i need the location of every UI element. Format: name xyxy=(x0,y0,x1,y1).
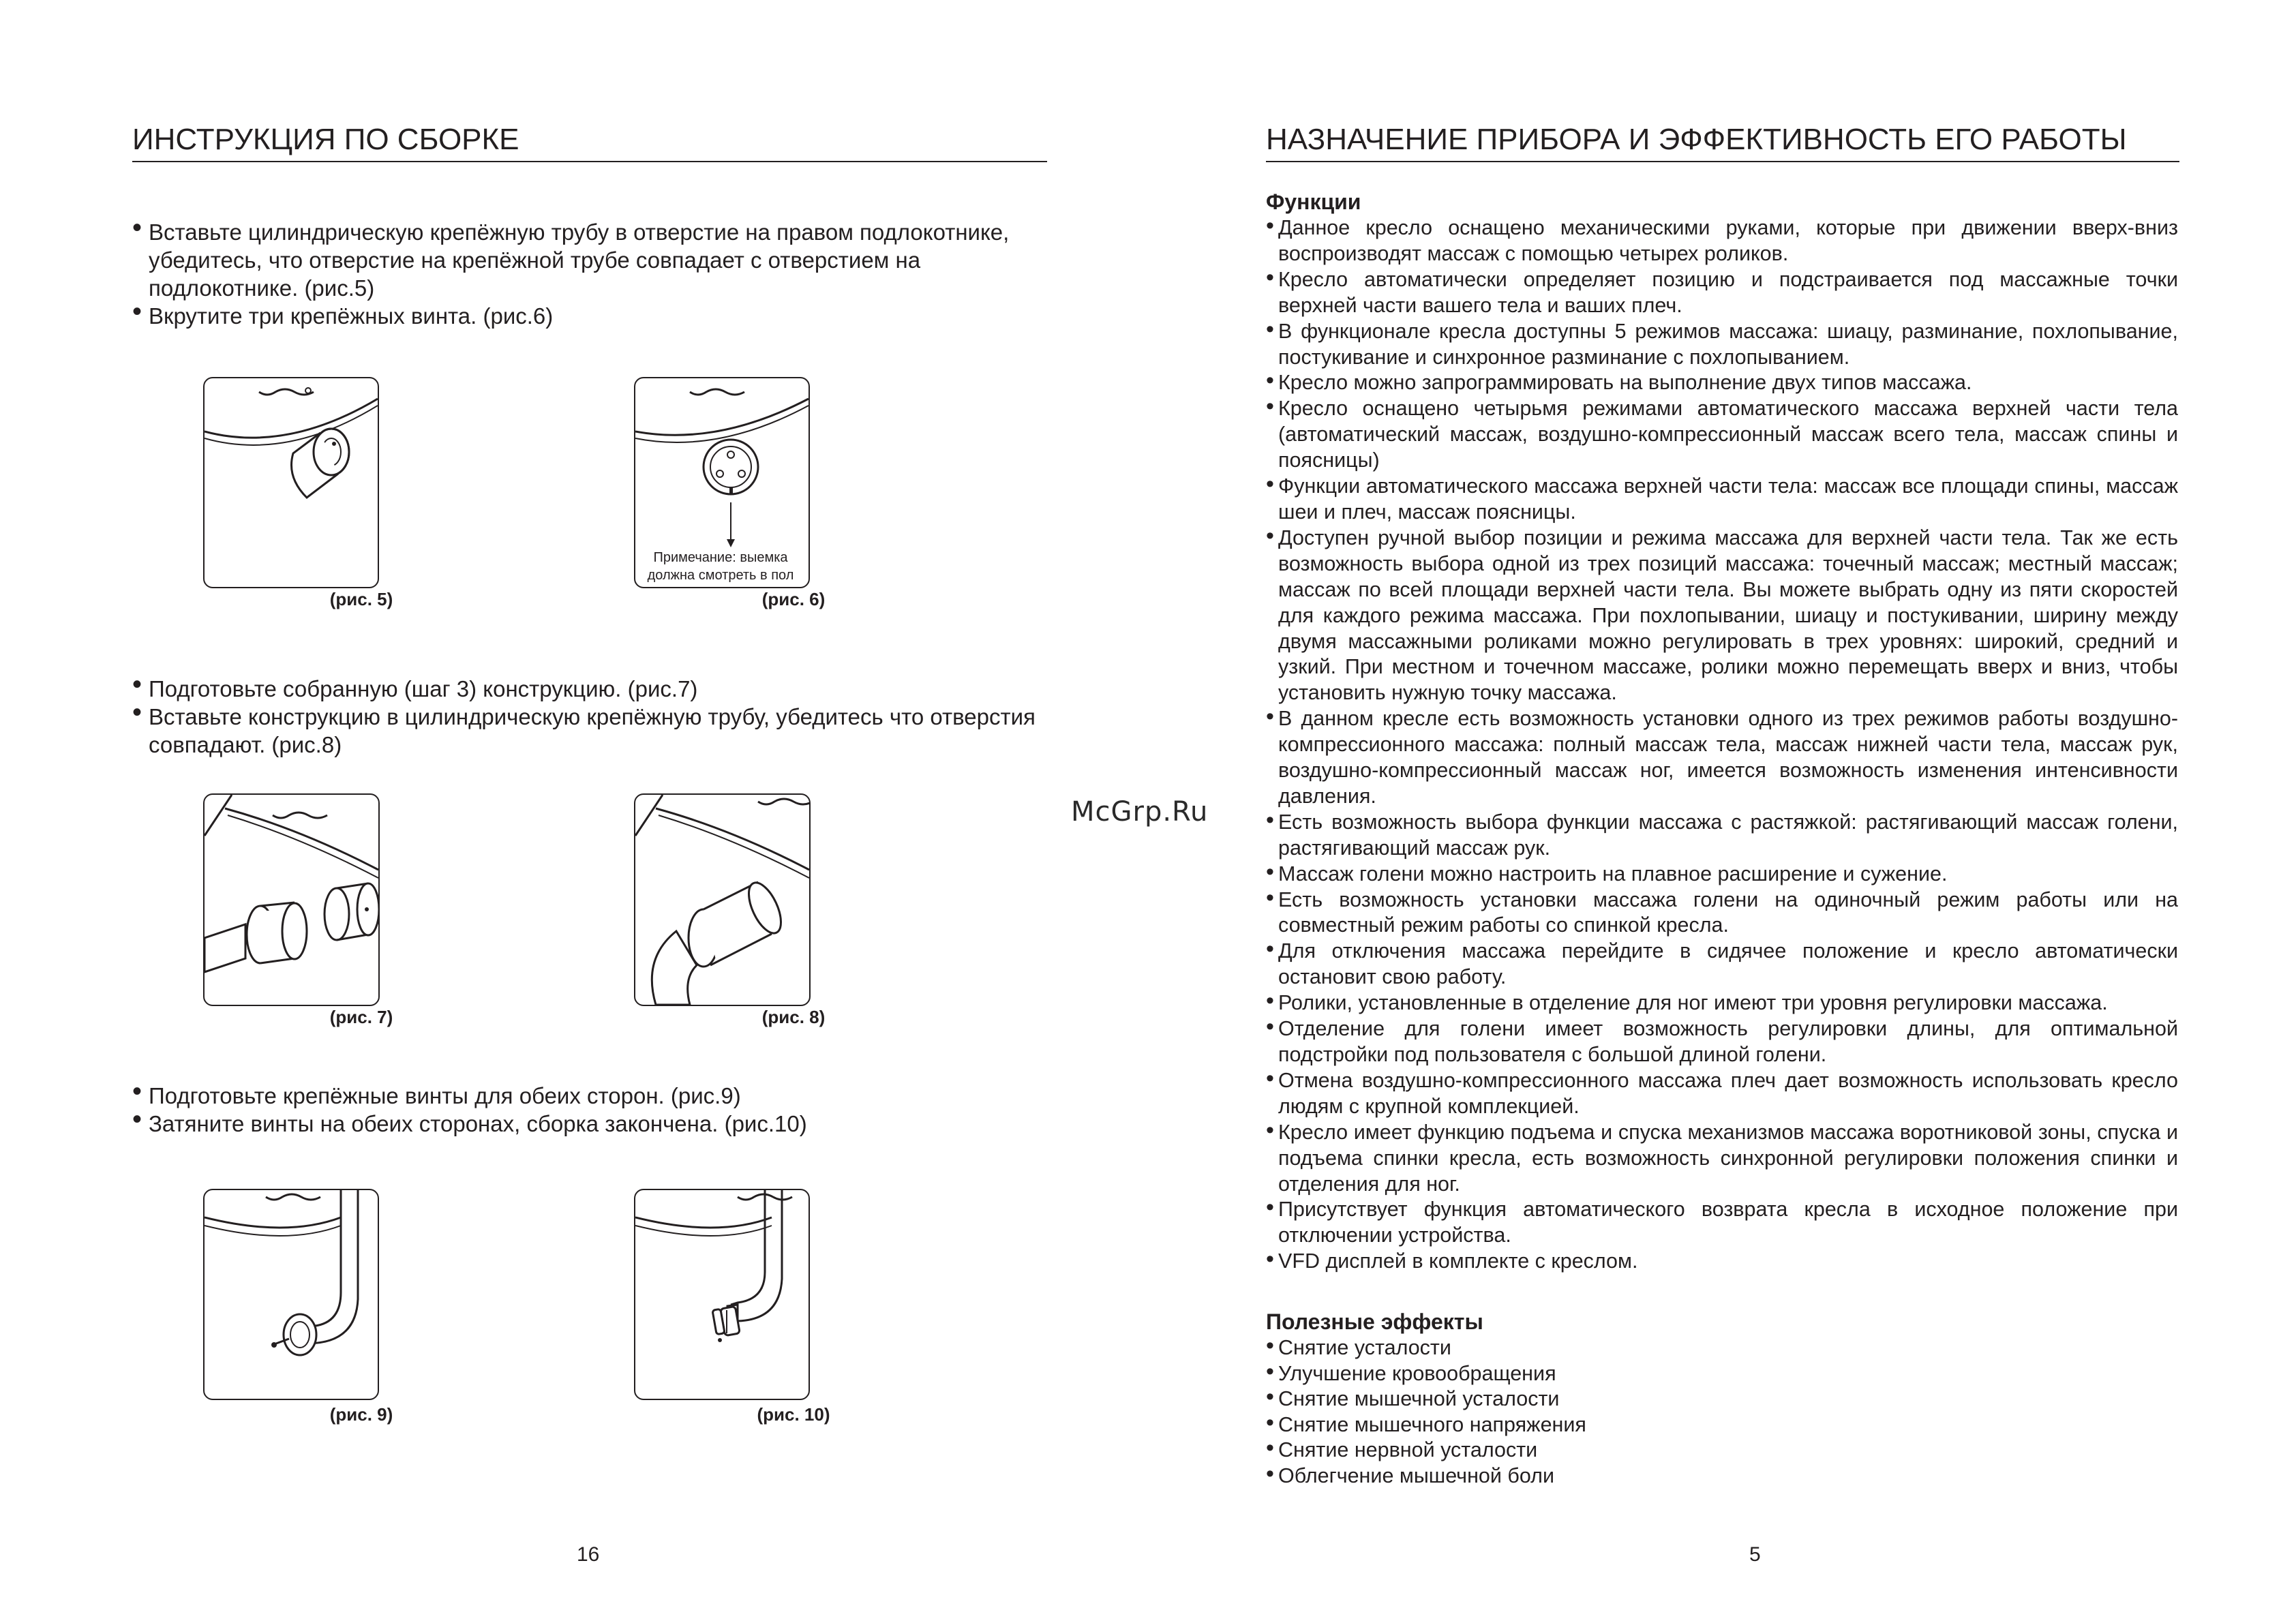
figure-9 xyxy=(203,1189,379,1400)
right-page-number: 5 xyxy=(1749,1543,1761,1566)
function-item: • Массаж голени можно настроить на плавное расширение и сужение. xyxy=(1266,862,2178,888)
figure-6-note xyxy=(634,549,810,584)
step-item: • Вставьте конструкцию в цилиндрическую крепёжную трубу, убедитесь что отверстия совпадают. (рис.8) xyxy=(132,703,1046,759)
function-item: • Отделение для голени имеет возможность регулировки длины, для оптимальной подстройки под пользователя с большой длиной голени. xyxy=(1266,1016,2178,1068)
function-item: • Есть возможность установки массажа голени на одиночный режим работы или на совместный режим работы со спинкой кресла. xyxy=(1266,888,2178,939)
figure-7-caption: (рис. 7) xyxy=(329,1007,393,1027)
fig9-illustration xyxy=(205,1190,378,1399)
function-item: • В функционале кресла доступны 5 режимов массажа: шиацу, разминание, похлопывание, постукивание и синхронное разминание с похлопыванием. xyxy=(1266,319,2178,371)
effect-item: • Облегчение мышечной боли xyxy=(1266,1463,2178,1489)
effect-item: • Снятие мышечной усталости xyxy=(1266,1386,2178,1412)
functions-heading: Функции xyxy=(1266,189,1361,214)
right-page-title: НАЗНАЧЕНИЕ ПРИБОРА И ЭФФЕКТИВНОСТЬ ЕГО РАБОТЫ xyxy=(1266,123,2127,156)
function-item: • Для отключения массажа перейдите в сидячее положение и кресло автоматически остановит свою работу. xyxy=(1266,939,2178,990)
figure-8 xyxy=(634,793,811,1006)
step-item: • Подготовьте крепёжные винты для обеих сторон. (рис.9) xyxy=(132,1082,1046,1110)
effect-item: • Снятие усталости xyxy=(1266,1335,2178,1361)
effect-item: • Снятие мышечного напряжения xyxy=(1266,1412,2178,1438)
function-item: • В данном кресле есть возможность установки одного из трех режимов работы воздушно-компрессионного массажа: полный массаж тела, массаж нижней части тела, массаж рук, воздушно-компрессионный массаж ног, имеется возможность изменения интенсивности давления. xyxy=(1266,706,2178,810)
functions-section xyxy=(1266,188,2178,1275)
function-item: • Ролики, установленные в отделение для ног имеют три уровня регулировки массажа. xyxy=(1266,990,2178,1016)
figure-9-caption: (рис. 9) xyxy=(329,1404,393,1425)
function-item: • Данное кресло оснащено механическими руками, которые при движении вверх-вниз воспроизводят массаж с помощью четырех роликов. xyxy=(1266,215,2178,267)
step-item: • Затяните винты на обеих сторонах, сборка закончена. (рис.10) xyxy=(132,1110,1046,1138)
note-line: Примечание: выемка xyxy=(653,550,788,565)
figure-5 xyxy=(203,377,379,588)
step-group-3 xyxy=(132,1082,1046,1138)
left-page-title: ИНСТРУКЦИЯ ПО СБОРКЕ xyxy=(132,123,519,156)
function-item: • Кресло оснащено четырьмя режимами автоматического массажа верхней части тела (автоматический массаж, воздушно-компрессионный массаж всего тела, массаж спины и поясницы) xyxy=(1266,396,2178,474)
step-item: • Подготовьте собранную (шаг 3) конструкцию. (рис.7) xyxy=(132,675,1046,703)
function-item: • Кресло имеет функцию подъема и спуска механизмов массажа воротниковой зоны, спуска и подъема спинки кресла, есть возможность синхронной регулировки положения спинки и отделения для ног. xyxy=(1266,1120,2178,1198)
figure-10 xyxy=(634,1189,810,1400)
step-group-2 xyxy=(132,675,1046,759)
watermark-text: McGrp.Ru xyxy=(1071,796,1209,828)
left-title-rule xyxy=(132,161,1047,162)
figure-10-caption: (рис. 10) xyxy=(757,1404,830,1425)
effects-heading: Полезные эффекты xyxy=(1266,1309,1483,1334)
figure-5-caption: (рис. 5) xyxy=(329,589,393,609)
figure-7 xyxy=(203,793,380,1006)
effect-item: • Снятие нервной усталости xyxy=(1266,1438,2178,1463)
function-item: • Кресло автоматически определяет позицию и подстраивается под массажные точки верхней части вашего тела и ваших плеч. xyxy=(1266,267,2178,319)
function-item: • Присутствует функция автоматического возврата кресла в исходное положение при отключении устройства. xyxy=(1266,1197,2178,1249)
function-item: • VFD дисплей в комплекте с креслом. xyxy=(1266,1249,2178,1275)
left-page-number: 16 xyxy=(577,1543,600,1566)
fig5-illustration xyxy=(205,378,378,587)
figure-6-caption: (рис. 6) xyxy=(761,589,826,609)
step-item: • Вкрутите три крепёжных винта. (рис.6) xyxy=(132,302,1046,330)
fig8-illustration xyxy=(635,795,809,1005)
right-title-rule xyxy=(1266,161,2179,162)
function-item: • Функции автоматического массажа верхней части тела: массаж все площади спины, массаж шеи и плеч, массаж поясницы. xyxy=(1266,474,2178,526)
step-group-1 xyxy=(132,218,1046,330)
fig10-illustration xyxy=(635,1190,809,1399)
function-item: • Кресло можно запрограммировать на выполнение двух типов массажа. xyxy=(1266,370,2178,396)
effect-item: • Улучшение кровообращения xyxy=(1266,1361,2178,1387)
figure-8-caption: (рис. 8) xyxy=(761,1007,826,1027)
function-item: • Доступен ручной выбор позиции и режима массажа для верхней части тела. Так же есть возможность выбора одной из трех позиций массажа: точечный массаж; местный массаж; массаж по всей площади верхней части тела. Вы можете выбрать одну из пяти скоростей для каждого режима массажа. При похлопывании, шиацу и постукивании, ширину между двумя массажными роликами можно регулировать в трех уровнях: широкий, средний и узкий. При местном и точечном массаже, ролики можно перемещать вверх и вниз, чтобы установить нужную точку массажа. xyxy=(1266,526,2178,706)
step-item: • Вставьте цилиндрическую крепёжную трубу в отверстие на правом подлокотнике, убедитесь, что отверстие на крепёжной трубе совпадает с отверстием на подлокотнике. (рис.5) xyxy=(132,218,1046,302)
function-item: • Отмена воздушно-компрессионного массажа плеч дает возможность использовать кресло людям с крупной комплекцией. xyxy=(1266,1068,2178,1120)
functions-list xyxy=(1266,215,2178,1275)
figure-6 xyxy=(634,377,810,588)
function-item: • Есть возможность выбора функции массажа с растяжкой: растягивающий массаж голени, растягивающий массаж рук. xyxy=(1266,810,2178,862)
fig7-illustration xyxy=(205,795,378,1005)
note-line: должна смотреть в пол xyxy=(647,568,794,583)
effects-list xyxy=(1266,1335,2178,1489)
effects-section xyxy=(1266,1308,2178,1489)
